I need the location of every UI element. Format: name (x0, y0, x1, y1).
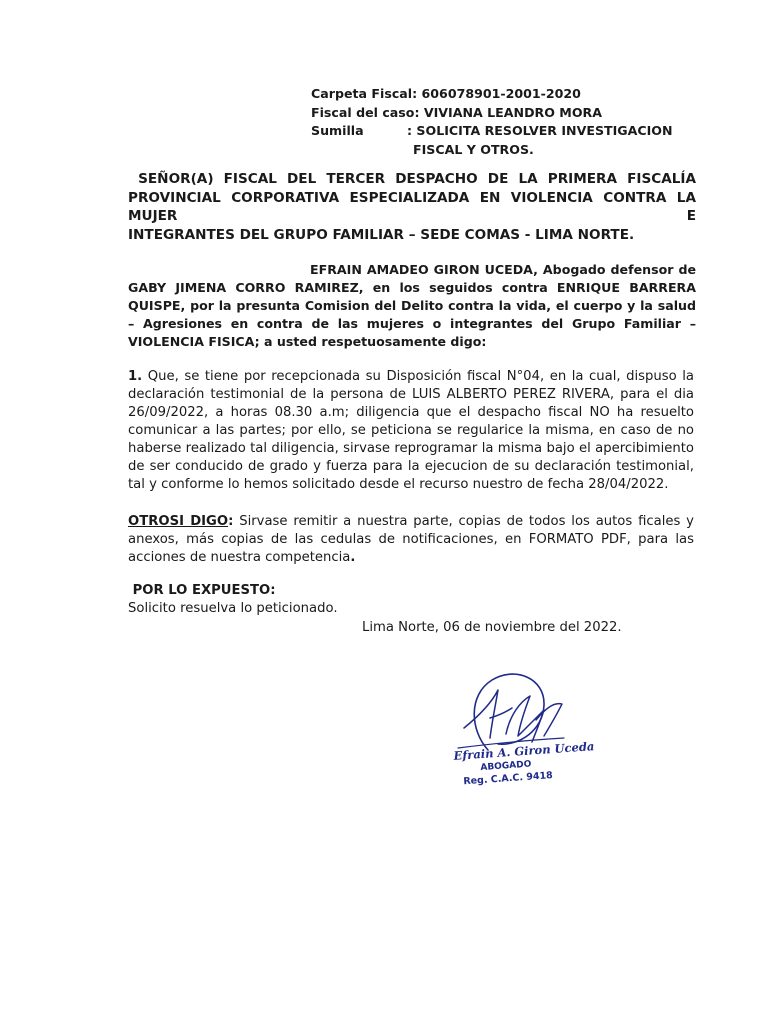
sumilla-text-2: FISCAL Y OTROS. (413, 141, 534, 157)
otrosi-paragraph (128, 513, 694, 567)
carpeta-fiscal: Carpeta Fiscal: 606078901-2001-2020 (311, 86, 581, 101)
signature-scribble-2 (506, 696, 544, 742)
otrosi-colon: : (228, 514, 234, 529)
stamp-reg: Reg. C.A.C. 9418 (463, 770, 554, 788)
addressee-line-2: PROVINCIAL CORPORATIVA ESPECIALIZADA EN VIOLENCIA CONTRA LA MUJER E (128, 189, 696, 224)
case-header (311, 85, 671, 159)
signature-scribble-1 (464, 690, 512, 738)
stamp-name: Efrain A. Giron Uceda (453, 739, 595, 763)
sumilla-text-1: : SOLICITA RESOLVER INVESTIGACION (407, 123, 673, 138)
place-date: Lima Norte, 06 de noviembre del 2022. (362, 620, 622, 635)
addressee-line-3: INTEGRANTES DEL GRUPO FAMILIAR – SEDE COMAS - LIMA NORTE. (128, 226, 635, 243)
paragraph-1-number: 1. (128, 369, 143, 384)
addressee-block (128, 170, 696, 244)
otrosi-end: . (350, 550, 356, 565)
fiscal-del-caso: Fiscal del caso: VIVIANA LEANDRO MORA (311, 104, 602, 120)
intro-paragraph (128, 261, 696, 351)
signature-stamp (440, 660, 595, 790)
addressee-line-1: SEÑOR(A) FISCAL DEL TERCER DESPACHO DE LA PRIMERA FISCALÍA (138, 171, 697, 187)
sumilla-label: Sumilla (311, 123, 364, 138)
intro-first-line: EFRAIN AMADEO GIRON UCEDA, Abogado defensor de (310, 262, 696, 277)
solicito-line: Solicito resuelva lo peticionado. (128, 601, 338, 616)
por-lo-expuesto: POR LO EXPUESTO: (132, 583, 276, 598)
sumilla-row (311, 122, 671, 141)
intro-rest: GABY JIMENA CORRO RAMIREZ, en los seguidos contra ENRIQUE BARRERA QUISPE, por la presunta Comision del Delito contra la vida, el cuerpo y la salud – Agresiones en contra de las mujeres o integrantes del Grupo Familiar – VIOLENCIA FISICA; a usted respetuosamente digo: (128, 280, 696, 349)
otrosi-label: OTROSI DIGO (128, 514, 229, 529)
paragraph-1-text: Que, se tiene por recepcionada su Disposición fiscal N°04, en la cual, dispuso la declaración testimonial de la persona de LUIS ALBERTO PEREZ RIVERA, para el dia 26/09/2022, a horas 08.30 a.m; diligencia que el despacho fiscal NO ha resuelto comunicar a las partes; por ello, se peticiona se regularice la misma, en caso de no haberse realizado tal diligencia, sirvase reprogramar la misma bajo el apercibimiento de ser conducido de grado y fuerza para la ejecucion de su declaración testimonial, tal y conforme lo hemos solicitado desde el recurso nuestro de fecha 28/04/2022. (128, 369, 694, 492)
otrosi-text: Sirvase remitir a nuestra parte, copias de todos los autos ficales y anexos, más copias de las cedulas de notificaciones, en FORMATO PDF, para las acciones de nuestra competencia (128, 514, 694, 565)
stamp-title: ABOGADO (480, 759, 532, 774)
paragraph-1 (128, 368, 694, 494)
